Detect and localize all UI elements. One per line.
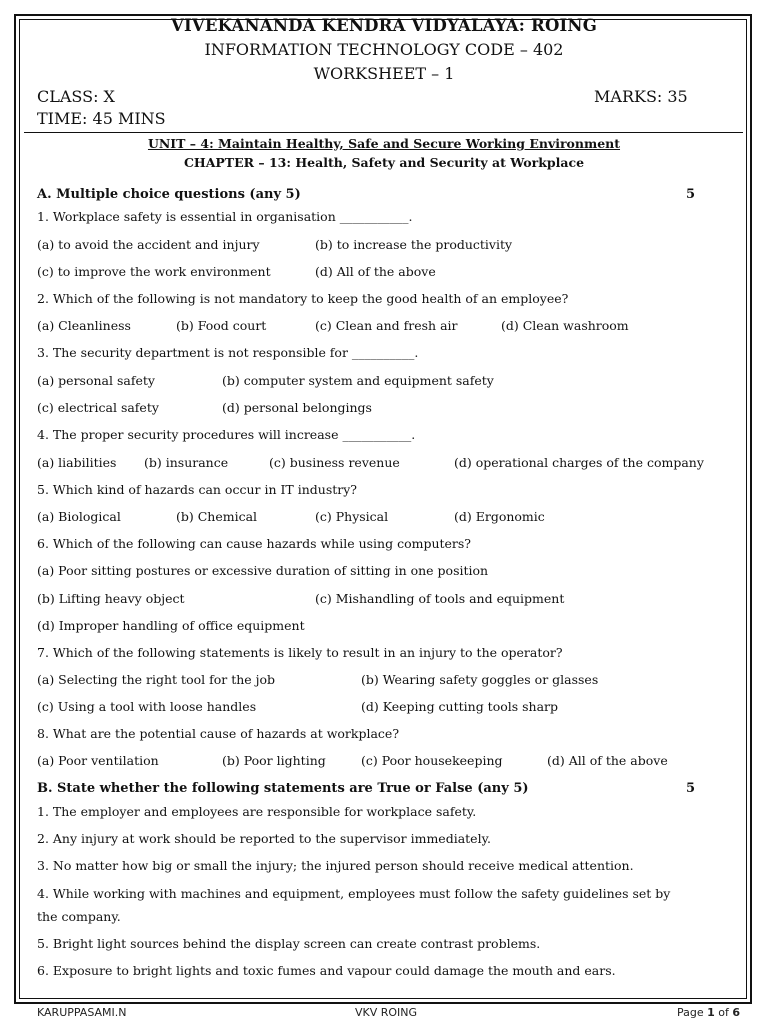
q2-option-a: (a) Cleanliness	[37, 318, 131, 333]
header-divider	[24, 132, 743, 133]
q7-option-c: (c) Using a tool with loose handles	[37, 699, 257, 714]
q5-option-b: (b) Chemical	[176, 509, 258, 524]
statement-4: 4. While working with machines and equipment, employees must follow the safety guidelines set by	[37, 886, 671, 901]
section-b-marks: 5	[686, 781, 696, 796]
q6-option-c: (c) Mishandling of tools and equipment	[315, 591, 565, 606]
q5-option-a: (a) Biological	[37, 509, 121, 524]
marks-label: MARKS: 35	[594, 87, 688, 106]
question-8: 8. What are the potential cause of hazards at workplace?	[37, 726, 400, 741]
q1-option-a: (a) to avoid the accident and injury	[37, 237, 260, 252]
q5-option-c: (c) Physical	[315, 509, 389, 524]
section-a-marks: 5	[686, 187, 696, 202]
q5-option-d: (d) Ergonomic	[454, 509, 545, 524]
q6-option-d: (d) Improper handling of office equipment	[37, 618, 305, 633]
statement-6: 6. Exposure to bright lights and toxic fumes and vapour could damage the mouth and ears.	[37, 963, 616, 978]
footer-author: KARUPPASAMI.N	[37, 1006, 127, 1019]
q2-option-d: (d) Clean washroom	[501, 318, 629, 333]
q1-option-d: (d) All of the above	[315, 264, 436, 279]
section-a-title: A. Multiple choice questions (any 5)	[37, 187, 301, 202]
footer-page-number: Page 1 of 6	[677, 1006, 741, 1019]
q7-option-b: (b) Wearing safety goggles or glasses	[361, 672, 599, 687]
school-name: VIVEKANANDA KENDRA VIDYALAYA: ROING	[170, 16, 598, 35]
q7-option-a: (a) Selecting the right tool for the job	[37, 672, 276, 687]
statement-3: 3. No matter how big or small the injury; the injured person should receive medical attention.	[37, 858, 634, 873]
q6-option-b: (b) Lifting heavy object	[37, 591, 185, 606]
q7-option-d: (d) Keeping cutting tools sharp	[361, 699, 559, 714]
q8-option-a: (a) Poor ventilation	[37, 753, 159, 768]
statement-1: 1. The employer and employees are responsible for workplace safety.	[37, 804, 477, 819]
q1-option-c: (c) to improve the work environment	[37, 264, 271, 279]
q2-option-c: (c) Clean and fresh air	[315, 318, 458, 333]
question-2: 2. Which of the following is not mandatory to keep the good health of an employee?	[37, 291, 569, 306]
question-1: 1. Workplace safety is essential in organisation ___________.	[37, 209, 413, 224]
unit-title: UNIT – 4: Maintain Healthy, Safe and Secure Working Environment	[147, 136, 621, 151]
statement-4-continued: the company.	[37, 909, 121, 924]
q1-option-b: (b) to increase the productivity	[315, 237, 513, 252]
q3-option-d: (d) personal belongings	[222, 400, 372, 415]
section-b-title: B. State whether the following statements are True or False (any 5)	[37, 781, 529, 796]
class-label: CLASS: X	[37, 87, 115, 106]
q6-option-a: (a) Poor sitting postures or excessive duration of sitting in one position	[37, 563, 489, 578]
question-6: 6. Which of the following can cause hazards while using computers?	[37, 536, 472, 551]
question-5: 5. Which kind of hazards can occur in IT industry?	[37, 482, 358, 497]
q3-option-a: (a) personal safety	[37, 373, 155, 388]
statement-2: 2. Any injury at work should be reported to the supervisor immediately.	[37, 831, 491, 846]
q4-option-b: (b) insurance	[144, 455, 229, 470]
q3-option-b: (b) computer system and equipment safety	[222, 373, 494, 388]
q8-option-b: (b) Poor lighting	[222, 753, 326, 768]
question-4: 4. The proper security procedures will increase ___________.	[37, 427, 416, 442]
time-label: TIME: 45 MINS	[37, 109, 166, 128]
q4-option-c: (c) business revenue	[269, 455, 400, 470]
question-7: 7. Which of the following statements is likely to result in an injury to the operator?	[37, 645, 563, 660]
q8-option-c: (c) Poor housekeeping	[361, 753, 503, 768]
statement-5: 5. Bright light sources behind the display screen can create contrast problems.	[37, 936, 541, 951]
subject-code: INFORMATION TECHNOLOGY CODE – 402	[204, 40, 564, 59]
chapter-title: CHAPTER – 13: Health, Safety and Security at Workplace	[183, 155, 585, 170]
q2-option-b: (b) Food court	[176, 318, 267, 333]
footer-school: VKV ROING	[355, 1006, 418, 1019]
q4-option-d: (d) operational charges of the company	[454, 455, 704, 470]
question-3: 3. The security department is not responsible for __________.	[37, 345, 419, 360]
q4-option-a: (a) liabilities	[37, 455, 117, 470]
q3-option-c: (c) electrical safety	[37, 400, 159, 415]
q8-option-d: (d) All of the above	[547, 753, 668, 768]
worksheet-title: WORKSHEET – 1	[313, 64, 455, 83]
